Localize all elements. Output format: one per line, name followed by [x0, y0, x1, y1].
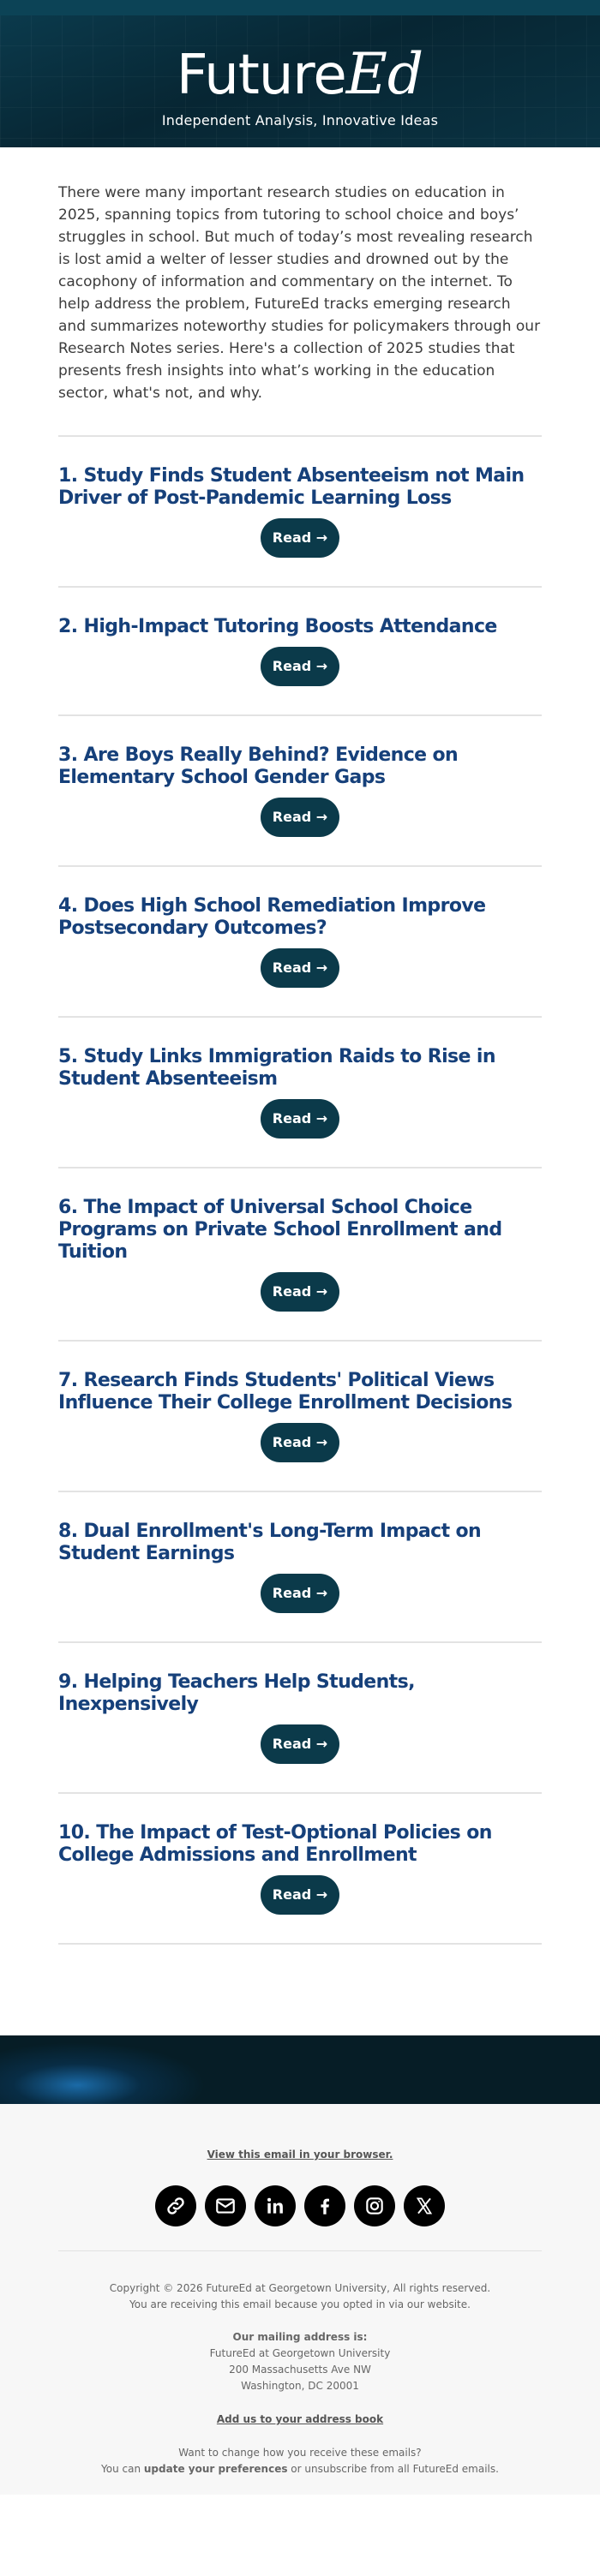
- study-item: [58, 1167, 542, 1340]
- header-banner: [0, 15, 600, 147]
- read-button[interactable]: Read →: [261, 1423, 339, 1462]
- study-item: [58, 865, 542, 1016]
- read-button[interactable]: Read →: [261, 1875, 339, 1915]
- read-button[interactable]: Read →: [261, 1724, 339, 1764]
- study-title[interactable]: 1. Study Finds Student Absenteeism not Main Driver of Post-Pandemic Learning Loss: [58, 465, 525, 509]
- study-list: [58, 435, 542, 1945]
- study-title[interactable]: 6. The Impact of Universal School Choice Programs on Private School Enrollment and Tuition: [58, 1197, 502, 1263]
- study-title[interactable]: 5. Study Links Immigration Raids to Rise in Student Absenteeism: [58, 1046, 495, 1090]
- linkedin-icon[interactable]: [255, 2185, 296, 2226]
- footer-banner: [0, 2035, 600, 2104]
- study-title[interactable]: 3. Are Boys Really Behind? Evidence on Elementary School Gender Gaps: [58, 744, 459, 788]
- read-button[interactable]: Read →: [261, 1272, 339, 1312]
- study-item: [58, 586, 542, 714]
- tagline: Independent Analysis, Innovative Ideas: [161, 112, 439, 129]
- facebook-icon[interactable]: [304, 2185, 345, 2226]
- study-title[interactable]: 2. High-Impact Tutoring Boosts Attendance: [58, 616, 497, 637]
- study-item: [58, 1641, 542, 1792]
- pref-prefix: You can: [101, 2463, 144, 2475]
- mailing-address-title: Our mailing address is:: [232, 2331, 368, 2343]
- x-icon[interactable]: [404, 2185, 445, 2226]
- top-bar: [0, 0, 600, 15]
- read-button[interactable]: Read →: [261, 1574, 339, 1613]
- logo-future: Future: [176, 44, 346, 107]
- link-icon[interactable]: [155, 2185, 196, 2226]
- social-links: [58, 2185, 542, 2226]
- read-button[interactable]: Read →: [261, 798, 339, 837]
- study-item: [58, 1340, 542, 1491]
- copyright: Copyright © 2026 FutureEd at Georgetown University, All rights reserved.: [109, 2282, 491, 2294]
- study-item: [58, 1016, 542, 1167]
- email-icon[interactable]: [205, 2185, 246, 2226]
- footer: [0, 2104, 600, 2495]
- futureed-logo[interactable]: [0, 15, 600, 107]
- main-content: [0, 147, 600, 1945]
- study-title[interactable]: 9. Helping Teachers Help Students, Inexpensively: [58, 1671, 415, 1715]
- opt-in-notice: You are receiving this email because you opted in via our website.: [129, 2298, 471, 2310]
- study-item: [58, 435, 542, 586]
- read-button[interactable]: Read →: [261, 647, 339, 686]
- study-item: [58, 1792, 542, 1945]
- read-button[interactable]: Read →: [261, 518, 339, 558]
- study-title[interactable]: 7. Research Finds Students' Political Views Influence Their College Enrollment Decisions: [58, 1370, 513, 1414]
- read-button[interactable]: Read →: [261, 1099, 339, 1139]
- pref-suffix: or unsubscribe from all FutureEd emails.: [287, 2463, 499, 2475]
- read-button[interactable]: Read →: [261, 948, 339, 988]
- logo-ed: Ed: [345, 41, 424, 107]
- study-title[interactable]: 10. The Impact of Test-Optional Policies on College Admissions and Enrollment: [58, 1822, 492, 1866]
- address-line: FutureEd at Georgetown University: [209, 2347, 391, 2359]
- study-title[interactable]: 8. Dual Enrollment's Long-Term Impact on Student Earnings: [58, 1521, 482, 1564]
- preferences-line: [58, 2461, 542, 2477]
- instagram-icon[interactable]: [354, 2185, 395, 2226]
- study-title[interactable]: 4. Does High School Remediation Improve Postsecondary Outcomes?: [58, 895, 486, 939]
- view-in-browser-link[interactable]: View this email in your browser.: [207, 2149, 393, 2161]
- address-line: Washington, DC 20001: [241, 2380, 359, 2392]
- update-preferences-link[interactable]: update your preferences: [143, 2463, 288, 2475]
- change-prompt: Want to change how you receive these emails?: [178, 2447, 422, 2459]
- address-line: 200 Massachusetts Ave NW: [229, 2364, 371, 2376]
- footer-divider: [58, 2250, 542, 2251]
- study-item: [58, 1491, 542, 1641]
- add-to-address-book-link[interactable]: Add us to your address book: [216, 2413, 384, 2425]
- study-item: [58, 714, 542, 865]
- intro-paragraph: There were many important research studies on education in 2025, spanning topics from tutoring to school choice and boys’ struggles in school. But much of today’s most revealing research is lost amid a welter of lesser studies and drowned out by the cacophony of information and commentary on the internet. To help address the problem, FutureEd tracks emerging research and summarizes noteworthy studies for policymakers through our Research Notes series. Here's a collection of 2025 studies that presents fresh insights into what’s working in the education sector, what's not, and why.: [58, 184, 541, 402]
